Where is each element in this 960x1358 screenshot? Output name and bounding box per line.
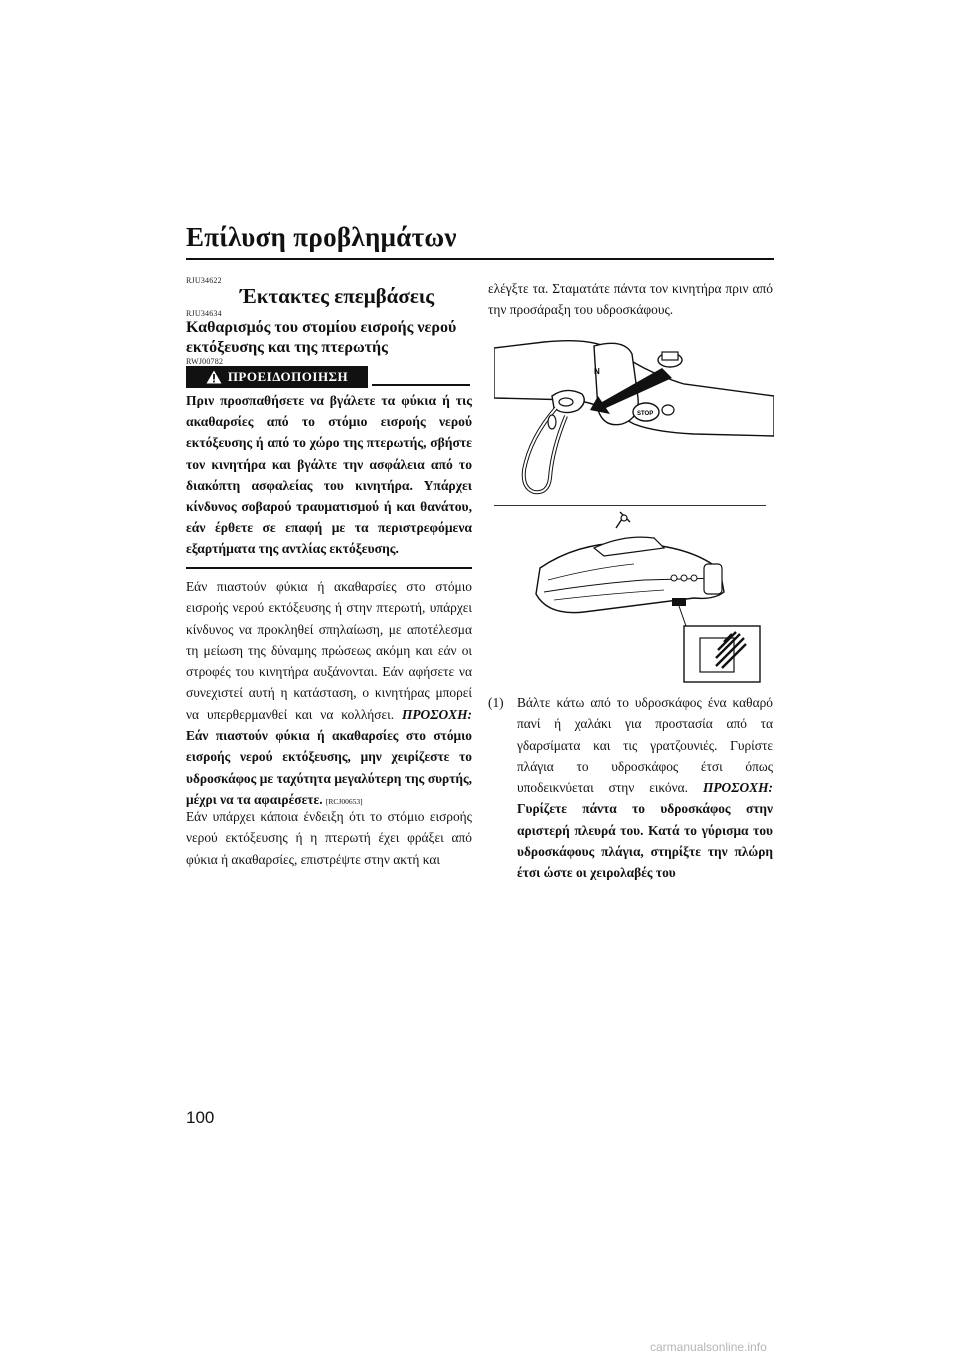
page-header-title: Επίλυση προβλημάτων xyxy=(186,222,457,252)
step-1-caution-text: Γυρίζετε πάντα το υδροσκάφος στην αριστερή πλευρά του. Κατά το γύρισμα του υδροσκάφους πλάγια, στηρίξτε την πλώρη έτσι ώστε οι χειρολαβές του xyxy=(517,801,773,881)
handlebar-lanyard-illustration xyxy=(494,338,774,504)
caution-label: ΠΡΟΣΟΧΗ: xyxy=(401,706,472,722)
warning-code: RWJ00782 xyxy=(186,357,224,366)
subsection-code: RJU34634 xyxy=(186,309,222,318)
warning-rule xyxy=(372,384,470,386)
step-1-number: (1) xyxy=(488,695,504,710)
caution-code: [RCJ00653] xyxy=(325,796,363,806)
section-title: Έκτακτες επεμβάσεις xyxy=(240,284,435,308)
watermark: carmanualsonline.info xyxy=(650,1340,767,1354)
warning-triangle-icon xyxy=(206,370,222,384)
watercraft-side-illustration xyxy=(524,508,764,684)
body-paragraph-1-text: Εάν πιαστούν φύκια ή ακαθαρσίες στο στόμιο εισροής νερού εκτόξευσης ή στην πτερωτή, υπάρχει κίνδυνος να προκληθεί σπηλαίωση, με αποτέλεσμα τη μείωση της δύναμης πρώσεως ακόμη και εάν οι στροφές του κινητήρα αυξάνονται. Εάν αφήσετε να συνεχιστεί αυτή η κατάσταση, ο κινητήρας μπορεί να υπερθερμανθεί και να κολλήσει. xyxy=(186,579,472,722)
warning-label-box xyxy=(186,366,368,388)
section-code: RJU34622 xyxy=(186,276,222,285)
warning-label: ΠΡΟΕΙΔΟΠΟΙΗΣΗ xyxy=(227,369,349,384)
body-paragraph-1 xyxy=(186,576,472,812)
step-1-caution-label: ΠΡΟΣΟΧΗ: xyxy=(702,780,773,796)
header-rule xyxy=(186,258,774,260)
page-number: 100 xyxy=(186,1108,215,1127)
warning-text: Πριν προσπαθήσετε να βγάλετε τα φύκια ή τις ακαθαρσίες από το στόμιο εισροής νερού εκτόξευσης ή από το χώρο της πτερωτής, σβήστε τον κινητήρα και βγάλτε την ασφάλεια από το διακόπτη ασφαλείας του κινητήρα. Υπάρχει κίνδυνος σοβαρού τραυματισμού ή και θανάτου, εάν έρθετε σε επαφή με τα περιστρεφόμενα εξαρτήματα της αντλίας εκτόξευσης. xyxy=(186,393,472,557)
step-1 xyxy=(488,692,773,884)
caution-text: Εάν πιαστούν φύκια ή ακαθαρσίες στο στόμιο εισροής νερού εκτόξευσης, μην χειρίζεστε το υδροσκάφος με ταχύτητα μεγαλύτερη της συρτής, μέχρι να τα αφαιρέσετε. xyxy=(186,728,472,807)
body-paragraph-2: Εάν υπάρχει κάποια ένδειξη ότι το στόμιο εισροής νερού εκτόξευσης ή η πτερωτή έχει φράξει από φύκια ή ακαθαρσίες, επιστρέψτε στην ακτή και xyxy=(186,809,472,867)
stop-button-label: STOP xyxy=(637,411,654,417)
switch-n-label: N xyxy=(594,367,600,376)
warning-end-rule xyxy=(186,567,472,569)
step-1-text: Βάλτε κάτω από το υδροσκάφος ένα καθαρό πανί ή χαλάκι για προστασία από τα γδαρσίματα και τις γρατζουνιές. Γυρίστε πλάγια το υδροσκάφος έτσι όπως υποδεικνύεται στην εικόνα. xyxy=(517,695,773,796)
subsection-title: Καθαρισμός του στομίου εισροής νερού εκτόξευσης και της πτερωτής xyxy=(186,319,457,356)
figure-divider xyxy=(494,505,766,506)
body-paragraph-2-continued: ελέγξτε τα. Σταματάτε πάντα τον κινητήρα πριν από την προσάραξη του υδροσκάφους. xyxy=(488,281,773,318)
